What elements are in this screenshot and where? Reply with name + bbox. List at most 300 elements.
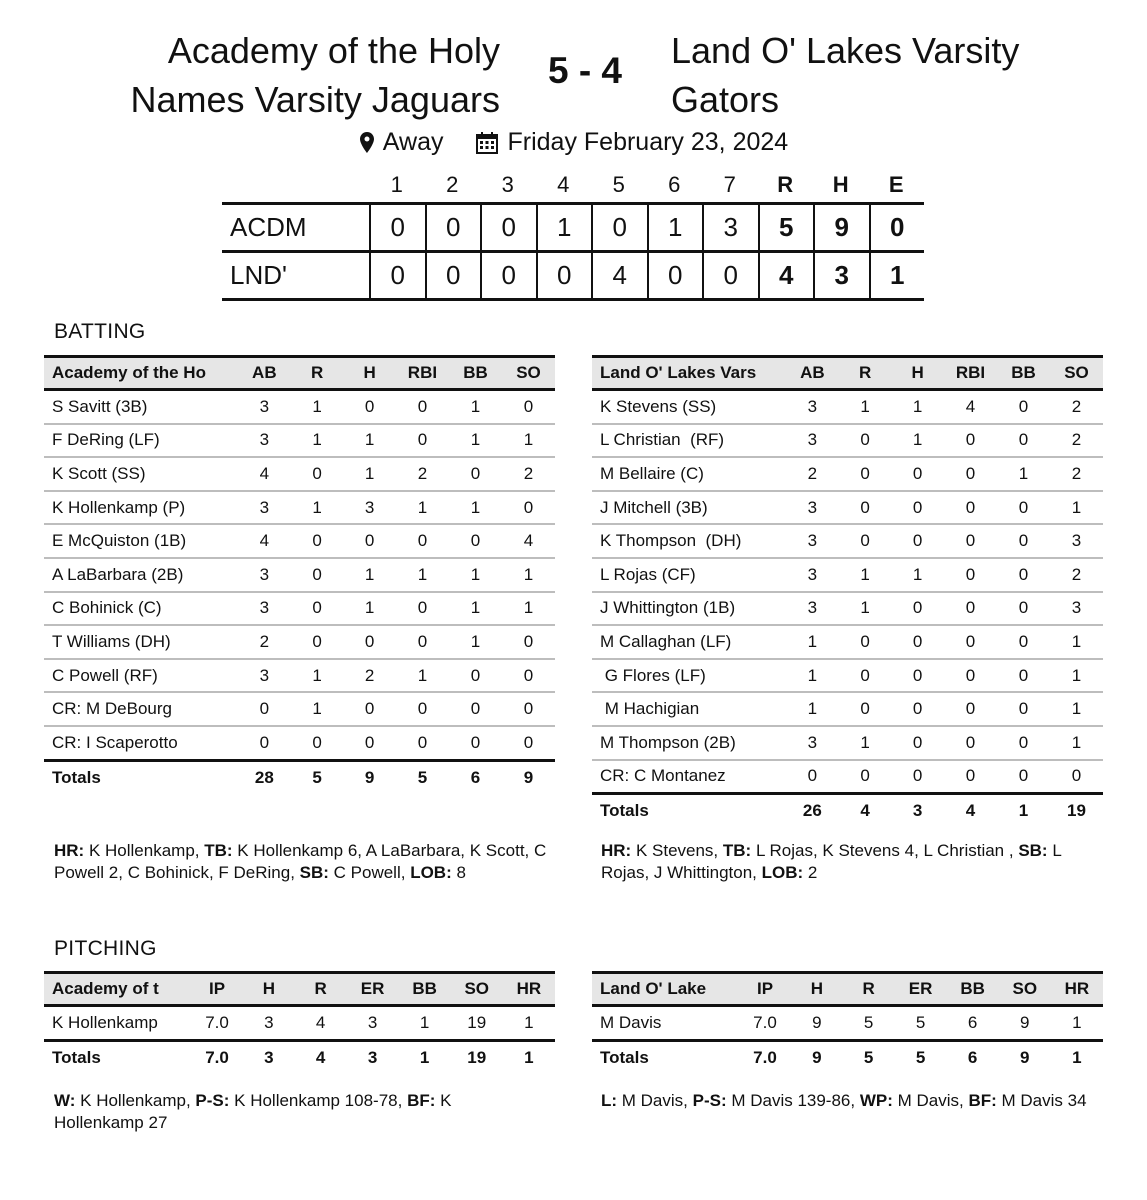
team-column-header: Land O' Lake xyxy=(592,973,739,1006)
stat-cell: 0 xyxy=(891,592,944,626)
stat-cell: 1 xyxy=(396,558,449,592)
note-value: K Hollenkamp, xyxy=(75,1091,196,1110)
stat-cell: 0 xyxy=(396,726,449,760)
total-cell: 1 xyxy=(524,1047,534,1067)
linescore-runs: 4 xyxy=(758,253,814,298)
stat-cell: 0 xyxy=(1050,760,1103,794)
column-header-er: ER xyxy=(895,973,947,1006)
stat-cell: 0 xyxy=(291,726,344,760)
stat-cell: 6 xyxy=(947,1006,999,1041)
stat-cell: 1 xyxy=(449,390,502,424)
note-value: M Davis, xyxy=(617,1091,693,1110)
stat-cell: 1 xyxy=(503,1006,555,1041)
stat-cell: 0 xyxy=(997,692,1050,726)
stat-cell: 0 xyxy=(502,491,555,525)
stat-cell: 1 xyxy=(449,491,502,525)
stat-cell: 2 xyxy=(343,659,396,693)
stat-cell: 1 xyxy=(839,390,892,424)
stat-cell: 0 xyxy=(891,692,944,726)
column-header-rbi: RBI xyxy=(396,357,449,390)
total-cell: 28 xyxy=(254,767,274,787)
stat-cell: 0 xyxy=(343,524,396,558)
stat-cell: 0 xyxy=(502,659,555,693)
stat-cell: 0 xyxy=(291,592,344,626)
linescore-cell: 0 xyxy=(480,253,536,298)
stat-cell: 0 xyxy=(944,659,997,693)
stat-cell: 3 xyxy=(347,1006,399,1041)
total-cell: 5 xyxy=(312,767,322,787)
column-header-so: SO xyxy=(502,357,555,390)
note-key: LOB: xyxy=(761,863,804,882)
stat-cell: 0 xyxy=(291,625,344,659)
note-key: LOB: xyxy=(410,863,452,882)
table-row xyxy=(44,457,555,491)
stat-cell: 1 xyxy=(1050,625,1103,659)
total-cell: 4 xyxy=(965,801,976,821)
player-name: A LaBarbara (2B) xyxy=(44,558,238,592)
total-cell: 5 xyxy=(915,1047,926,1067)
player-name: J Whittington (1B) xyxy=(592,592,786,626)
stat-cell: 0 xyxy=(944,625,997,659)
column-header-so: SO xyxy=(999,973,1051,1006)
column-header-bb: BB xyxy=(449,357,502,390)
column-header-h: H xyxy=(791,973,843,1006)
table-row xyxy=(44,726,555,760)
stat-cell: 1 xyxy=(1050,726,1103,760)
stat-cell: 0 xyxy=(839,659,892,693)
total-cell: 19 xyxy=(1067,801,1086,821)
player-name: L Christian (RF) xyxy=(592,424,786,458)
column-header-bb: BB xyxy=(399,973,451,1006)
player-name: CR: I Scaperotto xyxy=(44,726,238,760)
column-header-so: SO xyxy=(1050,357,1103,390)
stat-cell: 3 xyxy=(1050,524,1103,558)
note-value: 2 xyxy=(803,863,818,882)
table-row xyxy=(44,659,555,693)
note-key: P-S: xyxy=(692,1091,727,1110)
batting-notes-away xyxy=(601,840,1101,884)
note-value: K Hollenkamp, xyxy=(84,841,205,860)
stat-cell: 7.0 xyxy=(191,1006,243,1041)
stat-cell: 0 xyxy=(449,457,502,491)
stat-cell: 0 xyxy=(839,760,892,794)
total-cell: 26 xyxy=(802,801,822,821)
calendar-icon xyxy=(475,131,499,155)
stat-cell: 0 xyxy=(891,726,944,760)
totals-label: Totals xyxy=(600,1047,649,1067)
total-cell: 1 xyxy=(1072,1047,1082,1067)
linescore-runs: 5 xyxy=(758,205,814,250)
stat-cell: 3 xyxy=(786,424,839,458)
note-value: K Hollenkamp 108-78, xyxy=(229,1091,408,1110)
stat-cell: 1 xyxy=(399,1006,451,1041)
stat-cell: 1 xyxy=(343,457,396,491)
note-key: SB: xyxy=(1018,841,1048,860)
pitching-notes-home xyxy=(54,1090,544,1134)
table-row xyxy=(592,592,1103,626)
linescore-row-home xyxy=(222,205,924,253)
linescore-cell: 0 xyxy=(369,253,425,298)
linescore-cell: 0 xyxy=(591,205,647,250)
runs-header: R xyxy=(777,172,794,197)
pitching-table-home xyxy=(44,971,555,1074)
note-value: K Stevens, xyxy=(631,841,723,860)
note-key: P-S: xyxy=(195,1091,230,1110)
note-value: M Davis 34 xyxy=(996,1091,1087,1110)
game-header xyxy=(0,22,1147,122)
stat-cell: 0 xyxy=(839,625,892,659)
stat-cell: 0 xyxy=(944,491,997,525)
stat-cell: 0 xyxy=(449,524,502,558)
totals-label: Totals xyxy=(52,767,101,787)
player-name: E McQuiston (1B) xyxy=(44,524,238,558)
stat-cell: 1 xyxy=(502,424,555,458)
stat-cell: 0 xyxy=(449,692,502,726)
stat-cell: 3 xyxy=(786,524,839,558)
stat-cell: 0 xyxy=(944,592,997,626)
stat-cell: 0 xyxy=(786,760,839,794)
stat-cell: 0 xyxy=(997,524,1050,558)
stat-cell: 1 xyxy=(291,659,344,693)
table-row xyxy=(592,1006,1103,1041)
linescore-cell: 0 xyxy=(702,253,758,298)
stat-cell: 0 xyxy=(997,558,1050,592)
linescore-cell: 3 xyxy=(702,205,758,250)
stat-cell: 0 xyxy=(944,760,997,794)
batting-title: BATTING xyxy=(54,320,146,343)
stat-cell: 2 xyxy=(1050,558,1103,592)
linescore-errors: 1 xyxy=(869,253,925,298)
stat-cell: 0 xyxy=(343,390,396,424)
stat-cell: 0 xyxy=(396,390,449,424)
column-header-ip: IP xyxy=(739,973,791,1006)
stat-cell: 0 xyxy=(343,726,396,760)
table-row xyxy=(44,524,555,558)
final-score: 5 - 4 xyxy=(547,50,623,91)
total-cell: 9 xyxy=(364,767,375,787)
stat-cell: 7.0 xyxy=(739,1006,791,1041)
note-value: M Davis, xyxy=(892,1091,969,1110)
stat-cell: 0 xyxy=(839,692,892,726)
table-row xyxy=(44,625,555,659)
table-row xyxy=(592,760,1103,794)
stat-cell: 0 xyxy=(238,726,291,760)
total-cell: 4 xyxy=(315,1047,326,1067)
stat-cell: 0 xyxy=(343,692,396,726)
totals-label: Totals xyxy=(600,801,649,821)
stat-cell: 3 xyxy=(786,726,839,760)
linescore-team: ACDM xyxy=(230,212,307,242)
stat-cell: 0 xyxy=(502,390,555,424)
stat-cell: 9 xyxy=(791,1006,843,1041)
table-row xyxy=(44,692,555,726)
stat-cell: 0 xyxy=(997,424,1050,458)
note-key: TB: xyxy=(204,841,233,860)
stat-cell: 1 xyxy=(343,558,396,592)
column-header-r: R xyxy=(839,357,892,390)
linescore-team: LND' xyxy=(230,260,287,290)
stat-cell: 0 xyxy=(997,659,1050,693)
stat-cell: 1 xyxy=(1050,491,1103,525)
player-name: C Bohinick (C) xyxy=(44,592,238,626)
hits-header: H xyxy=(832,172,849,197)
stat-cell: 0 xyxy=(291,457,344,491)
total-cell: 5 xyxy=(863,1047,874,1067)
stat-cell: 1 xyxy=(449,424,502,458)
stat-cell: 1 xyxy=(396,659,449,693)
note-key: BF: xyxy=(407,1091,436,1110)
linescore-cell: 0 xyxy=(425,253,481,298)
player-name: M Callaghan (LF) xyxy=(592,625,786,659)
stat-cell: 0 xyxy=(891,625,944,659)
stat-cell: 0 xyxy=(944,726,997,760)
stat-cell: 0 xyxy=(997,760,1050,794)
stat-cell: 2 xyxy=(1050,457,1103,491)
column-header-hr: HR xyxy=(1051,973,1103,1006)
stat-cell: 1 xyxy=(786,625,839,659)
column-header-ab: AB xyxy=(238,357,291,390)
column-header-r: R xyxy=(295,973,347,1006)
column-header-bb: BB xyxy=(947,973,999,1006)
player-name: K Scott (SS) xyxy=(44,457,238,491)
stat-cell: 1 xyxy=(997,457,1050,491)
stat-cell: 0 xyxy=(891,659,944,693)
inning-1-header: 1 xyxy=(390,172,403,197)
stat-cell: 0 xyxy=(944,457,997,491)
stat-cell: 0 xyxy=(997,491,1050,525)
column-header-rbi: RBI xyxy=(944,357,997,390)
pitching-table-away xyxy=(592,971,1103,1074)
column-header-ab: AB xyxy=(786,357,839,390)
linescore-row-away xyxy=(222,253,924,301)
stat-cell: 3 xyxy=(786,558,839,592)
stat-cell: 0 xyxy=(502,625,555,659)
stat-cell: 1 xyxy=(343,424,396,458)
table-row xyxy=(592,524,1103,558)
stat-cell: 1 xyxy=(343,592,396,626)
stat-cell: 3 xyxy=(238,390,291,424)
stat-cell: 0 xyxy=(891,760,944,794)
linescore-cell: 0 xyxy=(425,205,481,250)
linescore-hits: 9 xyxy=(813,205,869,250)
note-value: L Rojas, J Whittington, xyxy=(601,841,1062,882)
total-cell: 6 xyxy=(967,1047,978,1067)
stat-cell: 1 xyxy=(1051,1006,1103,1041)
total-cell: 1 xyxy=(419,1047,430,1067)
stat-cell: 0 xyxy=(997,625,1050,659)
linescore xyxy=(222,172,924,301)
linescore-cell: 1 xyxy=(647,205,703,250)
pitching-notes-away xyxy=(601,1090,1091,1112)
inning-7-header: 7 xyxy=(723,172,736,197)
player-name: C Powell (RF) xyxy=(44,659,238,693)
total-cell: 7.0 xyxy=(753,1047,777,1067)
note-key: TB: xyxy=(722,841,752,860)
linescore-errors: 0 xyxy=(869,205,925,250)
stat-cell: 0 xyxy=(396,424,449,458)
stat-cell: 0 xyxy=(944,424,997,458)
pitching-title: PITCHING xyxy=(54,937,157,960)
player-name: K Hollenkamp (P) xyxy=(44,491,238,525)
stat-cell: 4 xyxy=(238,457,291,491)
stat-cell: 1 xyxy=(891,390,944,424)
stat-cell: 2 xyxy=(1050,390,1103,424)
stat-cell: 3 xyxy=(238,558,291,592)
column-header-so: SO xyxy=(451,973,503,1006)
stat-cell: 4 xyxy=(295,1006,347,1041)
total-cell: 6 xyxy=(470,767,481,787)
linescore-cell: 0 xyxy=(480,205,536,250)
inning-6-header: 6 xyxy=(668,172,681,197)
linescore-cell: 0 xyxy=(369,205,425,250)
total-cell: 9 xyxy=(1020,1047,1030,1067)
stat-cell: 0 xyxy=(238,692,291,726)
inning-2-header: 2 xyxy=(446,172,459,197)
total-cell: 3 xyxy=(367,1047,378,1067)
column-header-h: H xyxy=(343,357,396,390)
stat-cell: 1 xyxy=(449,625,502,659)
player-name: F DeRing (LF) xyxy=(44,424,238,458)
stat-cell: 3 xyxy=(243,1006,295,1041)
table-row xyxy=(44,491,555,525)
column-header-hr: HR xyxy=(503,973,555,1006)
stat-cell: 1 xyxy=(1050,659,1103,693)
stat-cell: 1 xyxy=(891,558,944,592)
total-cell: 4 xyxy=(860,801,870,821)
stat-cell: 0 xyxy=(944,692,997,726)
stat-cell: 0 xyxy=(396,692,449,726)
stat-cell: 3 xyxy=(786,491,839,525)
note-key: L: xyxy=(601,1091,618,1110)
stat-cell: 0 xyxy=(449,659,502,693)
stat-cell: 0 xyxy=(891,524,944,558)
player-name: K Thompson (DH) xyxy=(592,524,786,558)
note-key: BF: xyxy=(968,1091,997,1110)
note-value: K Hollenkamp 27 xyxy=(54,1091,452,1132)
table-row xyxy=(44,390,555,424)
linescore-rows xyxy=(222,202,924,301)
player-name: T Williams (DH) xyxy=(44,625,238,659)
stat-cell: 0 xyxy=(396,625,449,659)
player-name: M Bellaire (C) xyxy=(592,457,786,491)
note-key: HR: xyxy=(54,841,85,860)
table-row xyxy=(592,390,1103,424)
location-label: Away xyxy=(382,128,444,156)
stat-cell: 0 xyxy=(839,524,892,558)
note-value: M Davis 139-86, xyxy=(726,1091,860,1110)
linescore-header xyxy=(222,172,924,202)
stat-cell: 0 xyxy=(944,524,997,558)
table-row xyxy=(592,726,1103,760)
table-row xyxy=(44,558,555,592)
stat-cell: 3 xyxy=(1050,592,1103,626)
stat-cell: 1 xyxy=(502,558,555,592)
stat-cell: 0 xyxy=(997,726,1050,760)
team-column-header: Academy of the Ho xyxy=(44,357,238,390)
total-cell: 3 xyxy=(264,1047,274,1067)
stat-cell: 19 xyxy=(451,1006,503,1041)
stat-cell: 3 xyxy=(238,491,291,525)
note-value: C Powell, xyxy=(328,863,411,882)
totals-row xyxy=(592,1040,1103,1074)
inning-3-header: 3 xyxy=(501,172,514,197)
stat-cell: 1 xyxy=(449,592,502,626)
player-name: L Rojas (CF) xyxy=(592,558,786,592)
player-name: G Flores (LF) xyxy=(592,659,786,693)
batting-table-away xyxy=(592,355,1103,827)
note-key: HR: xyxy=(601,841,632,860)
note-key: SB: xyxy=(299,863,329,882)
map-pin-icon xyxy=(359,131,375,155)
stat-cell: 9 xyxy=(999,1006,1051,1041)
note-value: L Rojas, K Stevens 4, L Christian , xyxy=(751,841,1019,860)
stat-cell: 0 xyxy=(997,592,1050,626)
column-header-r: R xyxy=(843,973,895,1006)
stat-cell: 0 xyxy=(291,524,344,558)
stat-cell: 1 xyxy=(891,424,944,458)
linescore-cell: 0 xyxy=(647,253,703,298)
stat-cell: 0 xyxy=(449,726,502,760)
note-value: K Hollenkamp 6, A LaBarbara, K Scott, C Powell 2, C Bohinick, F DeRing, xyxy=(54,841,547,882)
stat-cell: 1 xyxy=(839,558,892,592)
stat-cell: 0 xyxy=(997,390,1050,424)
player-name: J Mitchell (3B) xyxy=(592,491,786,525)
table-row xyxy=(592,659,1103,693)
totals-row xyxy=(592,794,1103,828)
note-key: W: xyxy=(54,1091,76,1110)
stat-cell: 2 xyxy=(502,457,555,491)
note-key: WP: xyxy=(859,1091,893,1110)
table-row xyxy=(592,692,1103,726)
stat-cell: 1 xyxy=(396,491,449,525)
player-name: CR: M DeBourg xyxy=(44,692,238,726)
table-row xyxy=(592,457,1103,491)
stat-cell: 4 xyxy=(944,390,997,424)
batting-table-home xyxy=(44,355,555,794)
stat-cell: 0 xyxy=(839,424,892,458)
stat-cell: 3 xyxy=(786,592,839,626)
stat-cell: 1 xyxy=(291,424,344,458)
stat-cell: 4 xyxy=(502,524,555,558)
column-header-ip: IP xyxy=(191,973,243,1006)
stat-cell: 0 xyxy=(396,592,449,626)
linescore-cell: 1 xyxy=(536,205,592,250)
stat-cell: 1 xyxy=(839,592,892,626)
stat-cell: 0 xyxy=(891,457,944,491)
player-name: M Hachigian xyxy=(592,692,786,726)
game-date: Friday February 23, 2024 xyxy=(507,128,789,156)
column-header-r: R xyxy=(291,357,344,390)
table-row xyxy=(592,491,1103,525)
stat-cell: 2 xyxy=(1050,424,1103,458)
total-cell: 19 xyxy=(467,1047,487,1067)
stat-cell: 1 xyxy=(1050,692,1103,726)
stat-cell: 1 xyxy=(449,558,502,592)
player-name: S Savitt (3B) xyxy=(44,390,238,424)
stat-cell: 0 xyxy=(343,625,396,659)
totals-label: Totals xyxy=(52,1047,101,1067)
stat-cell: 0 xyxy=(944,558,997,592)
totals-row xyxy=(44,1040,555,1074)
stat-cell: 3 xyxy=(343,491,396,525)
table-row xyxy=(592,558,1103,592)
player-name: M Davis xyxy=(592,1006,739,1041)
stat-cell: 1 xyxy=(291,491,344,525)
stat-cell: 0 xyxy=(502,726,555,760)
table-row xyxy=(592,424,1103,458)
column-header-h: H xyxy=(243,973,295,1006)
table-row xyxy=(592,625,1103,659)
